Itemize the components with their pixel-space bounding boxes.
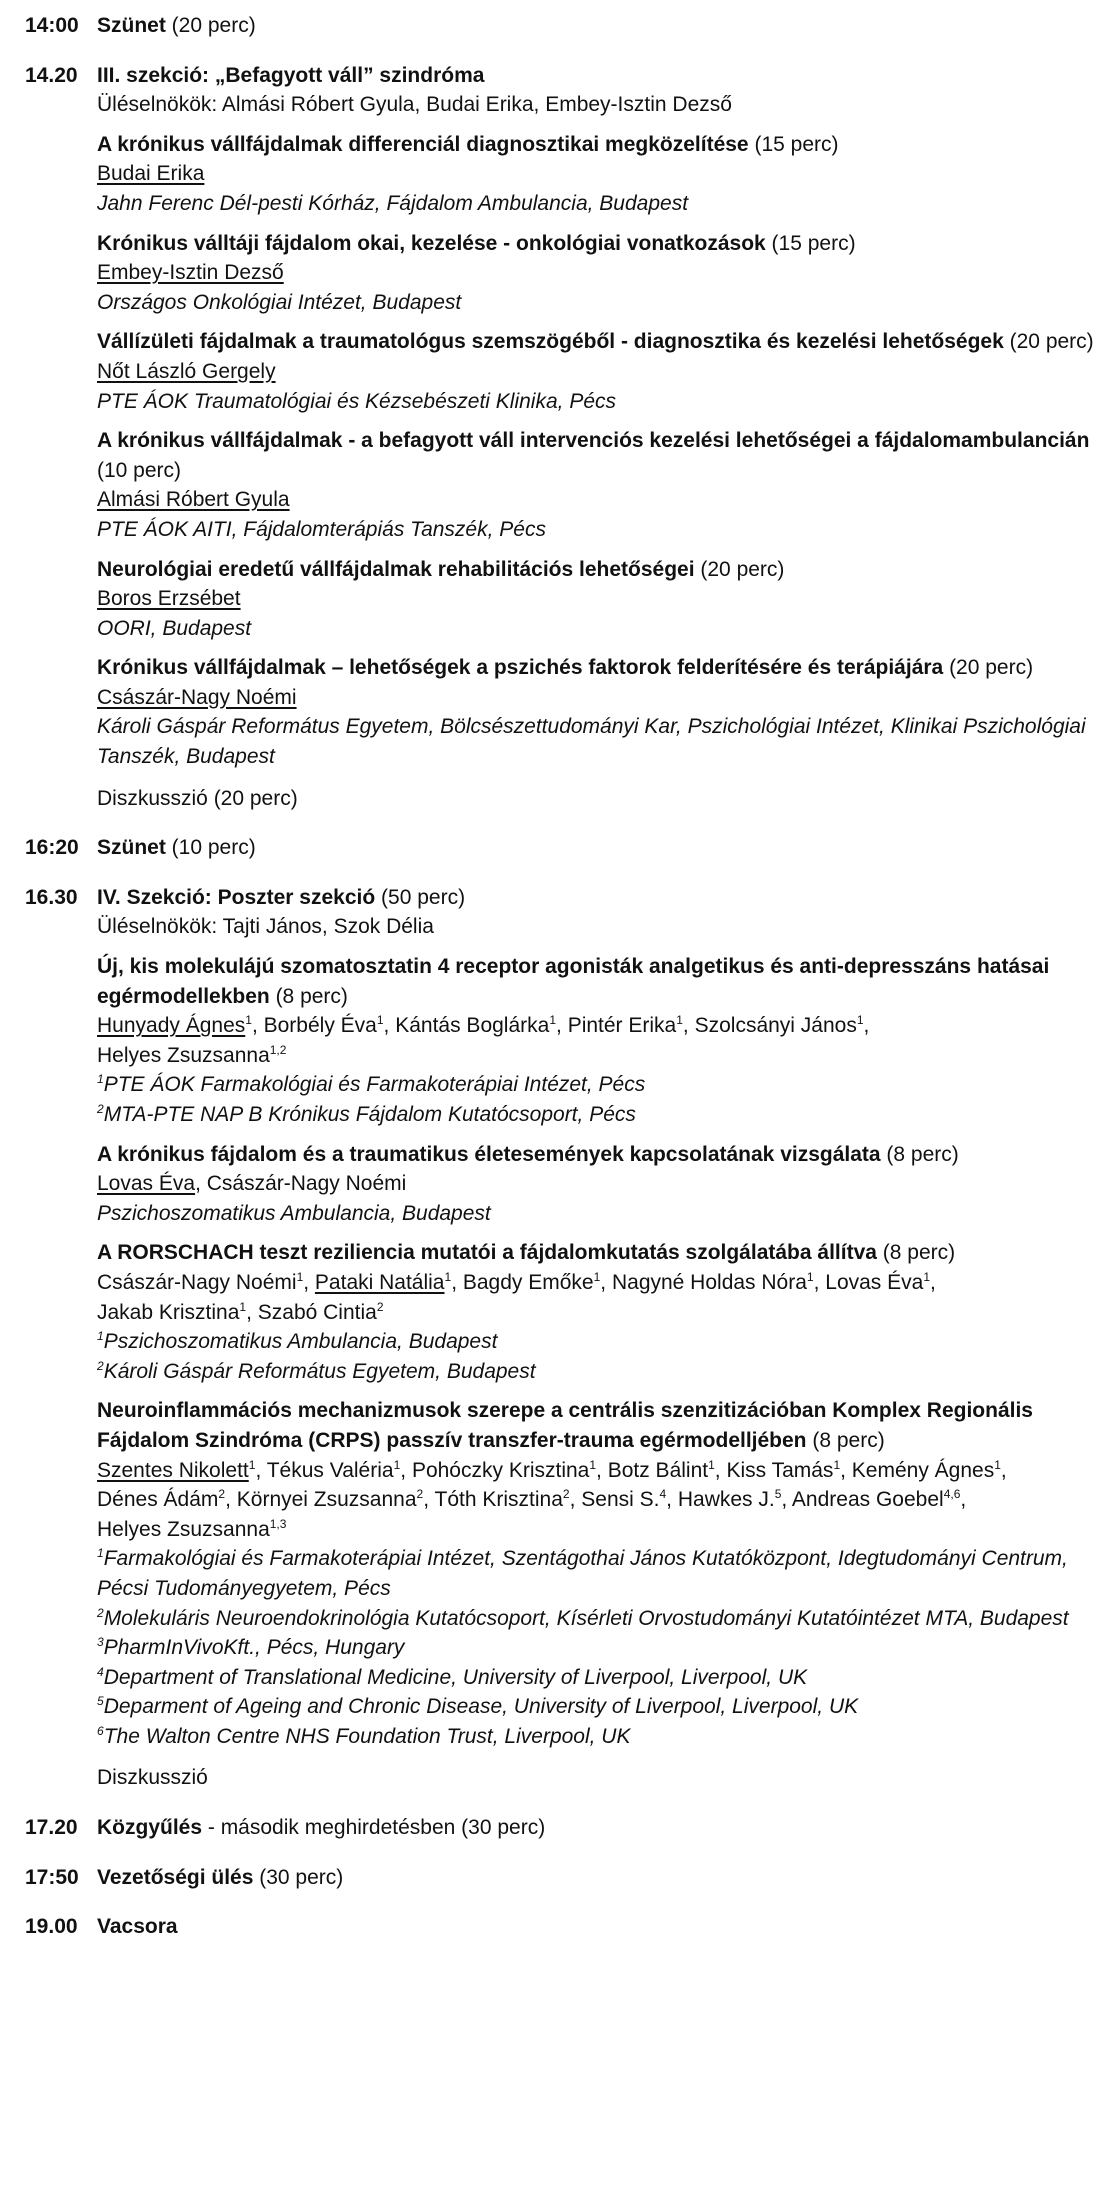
affiliation-text: Department of Translational Medicine, University of Liverpool, Liverpool, UK: [103, 1665, 808, 1689]
affiliation: [97, 1663, 1106, 1693]
affiliation: [97, 1633, 1106, 1663]
entry-body: [97, 833, 1120, 863]
author-name: Andreas Goebel: [791, 1488, 944, 1512]
affiliation-text: PTE ÁOK AITI, Fájdalomterápiás Tanszék, Pécs: [97, 517, 546, 541]
affiliation-ref: 2: [97, 1102, 104, 1116]
affiliation-text: Deparment of Ageing and Chronic Disease, University of Liverpool, Liverpool, UK: [103, 1695, 859, 1719]
entry-title: Szünet: [97, 836, 166, 860]
affiliation: [97, 712, 1106, 771]
author-name: Szolcsányi János: [694, 1014, 857, 1038]
talk-title: A krónikus fájdalom és a traumatikus életesemények kapcsolatának vizsgálata: [97, 1142, 881, 1166]
entry-time: 16.30: [25, 885, 78, 909]
affiliation: [97, 1604, 1106, 1634]
talk-item: [97, 1140, 1106, 1229]
author-affiliation-ref: 2: [218, 1487, 226, 1502]
affiliation-ref: 5: [97, 1694, 104, 1709]
talk-item: [97, 426, 1106, 544]
affiliation-text: PTE ÁOK Traumatológiai és Kézsebészeti Klinika, Pécs: [97, 389, 617, 413]
talk-duration: (15 perc): [765, 231, 856, 255]
affiliation-text: Molekuláris Neuroendokrinológia Kutatócsoport, Kísérleti Orvostudományi Kutatóintézet MTA, Budapest: [103, 1606, 1069, 1630]
entry-duration: (50 perc): [375, 885, 466, 909]
talk-title: Neuroinflammációs mechanizmusok szerepe a centrális szenzitizációban Komplex Regionális Fájdalom Szindróma (CRPS) passzív transzfer-trauma egérmodelljében: [97, 1399, 1033, 1452]
affiliation-ref: 3: [97, 1635, 104, 1650]
author-list: Hunyady Ágnes$^1$, Borbély Éva$^1$, Kántás Boglárka$^1$, Pintér Erika$^1$, Szolcsányi János$^1$, Helyes Zsuzsanna$^{1,2}$: [97, 1013, 870, 1067]
talk-duration: (8 perc): [880, 1142, 959, 1166]
talk-title-line: [97, 1238, 1106, 1268]
presenting-author: Hunyady Ágnes: [97, 1014, 246, 1038]
author-affiliation-ref: 5: [774, 1487, 782, 1502]
affiliation-ref: 2: [97, 1358, 104, 1373]
program-entry: [0, 1863, 1120, 1893]
affiliation-ref: 1: [97, 1072, 104, 1087]
entry-body: [97, 1912, 1120, 1942]
entry-time: 17.20: [25, 1816, 78, 1840]
presenting-author: Budai Erika: [97, 162, 205, 186]
author-name: Helyes Zsuzsanna: [97, 1517, 270, 1541]
author-name: Szabó Cintia: [257, 1300, 377, 1324]
author-name: Sensi S.: [581, 1488, 660, 1512]
entry-time: 14.20: [25, 63, 78, 87]
entry-title: Vacsora: [97, 1915, 178, 1939]
entry-title: Szünet: [97, 14, 166, 37]
talk-duration: (15 perc): [748, 132, 839, 156]
author-list: Császár-Nagy Noémi$^1$, Pataki Natália$^1$, Bagdy Emőke$^1$, Nagyné Holdas Nóra$^1$, Lovas Éva$^1$, Jakab Krisztina$^1$, Szabó Cintia$^2$: [97, 1269, 936, 1324]
author-affiliation-ref: 1: [593, 1269, 601, 1284]
author-name: Helyes Zsuzsanna: [97, 1043, 270, 1067]
affiliation-text: MTA-PTE NAP B Krónikus Fájdalom Kutatócsoport, Pécs: [103, 1103, 636, 1126]
entry-time: 17:50: [25, 1865, 79, 1889]
talk-duration: (8 perc): [806, 1428, 885, 1452]
affiliation: [97, 189, 1106, 219]
entry-heading: [97, 833, 1106, 863]
author-name: Botz Bálint: [607, 1458, 709, 1482]
affiliation-ref: 2: [97, 1605, 104, 1620]
entry-title: IV. Szekció: Poszter szekció: [97, 885, 376, 909]
affiliation-text: The Walton Centre NHS Foundation Trust, Liverpool, UK: [103, 1724, 631, 1748]
affiliation: [97, 1544, 1106, 1603]
author-list: [97, 357, 1106, 387]
entry-body: [97, 11, 1120, 41]
author-affiliation-ref: 2: [562, 1487, 570, 1502]
session-chairs: Üléselnökök: Almási Róbert Gyula, Budai Erika, Embey-Isztin Dezső: [97, 93, 732, 117]
author-affiliation-ref: 1: [856, 1013, 864, 1028]
entry-title: Vezetőségi ülés: [97, 1865, 254, 1889]
author-list: [97, 258, 1106, 288]
entry-duration: (30 perc): [253, 1865, 344, 1889]
author-name: Császár-Nagy Noémi: [97, 1270, 297, 1294]
author-list: [97, 683, 1106, 713]
entry-heading: [97, 11, 1106, 41]
talk-title-line: [97, 229, 1106, 259]
talk-duration: (20 perc): [694, 557, 785, 581]
program-entry: [0, 1912, 1120, 1942]
author-name: Jakab Krisztina: [97, 1300, 240, 1324]
talk-duration: (20 perc): [943, 656, 1034, 680]
entry-heading: [97, 1863, 1106, 1893]
talk-title-line: [97, 130, 1106, 160]
affiliation: [97, 1199, 1106, 1229]
affiliation-text: Országos Onkológiai Intézet, Budapest: [97, 290, 462, 314]
talk-item: [97, 1396, 1106, 1751]
entry-duration: (20 perc): [165, 14, 256, 37]
presenting-author: Embey-Isztin Dezső: [97, 261, 284, 285]
author-affiliation-ref: 1,2: [269, 1042, 287, 1057]
entry-time: 14:00: [25, 14, 79, 37]
affiliation: [97, 1070, 1106, 1100]
presenting-author: Nőt László Gergely: [97, 359, 276, 383]
author-affiliation-ref: 1: [296, 1269, 304, 1284]
talk-title: A krónikus vállfájdalmak - a befagyott váll intervenciós kezelési lehetőségei a fájdalomambulancián: [97, 429, 1090, 453]
author-name: Pohóczky Krisztina: [411, 1458, 590, 1482]
program-entry: [0, 11, 1120, 41]
talk-title-line: [97, 1396, 1106, 1455]
entry-heading: [97, 1813, 1106, 1843]
program-entry: [0, 1813, 1120, 1843]
entry-title: III. szekció: „Befagyott váll” szindróma: [97, 63, 485, 87]
entry-time: 19.00: [25, 1915, 78, 1939]
affiliation-text: Károli Gáspár Református Egyetem, Budapest: [103, 1359, 536, 1383]
author-affiliation-ref: 1: [676, 1013, 683, 1028]
author-list: [97, 159, 1106, 189]
author-affiliation-ref: 1: [833, 1457, 841, 1472]
talk-title: Vállízületi fájdalmak a traumatológus szemszögéből - diagnosztika és kezelési lehetőségek: [97, 330, 1004, 354]
affiliation-text: Jahn Ferenc Dél-pesti Kórház, Fájdalom Ambulancia, Budapest: [97, 191, 689, 215]
author-name: Tóth Krisztina: [434, 1488, 563, 1512]
affiliation: [97, 515, 1106, 545]
talk-title: Új, kis molekulájú szomatosztatin 4 receptor agonisták analgetikus és anti-depresszáns hatásai egérmodellekben: [97, 955, 1050, 1008]
program-entry: [0, 61, 1120, 814]
entry-duration: - második meghirdetésben (30 perc): [202, 1816, 546, 1840]
talk-item: [97, 653, 1106, 771]
author-name: Császár-Nagy Noémi: [206, 1172, 407, 1196]
entry-heading: [97, 883, 1106, 913]
author-affiliation-ref: 1: [444, 1269, 452, 1284]
author-affiliation-ref: 1: [245, 1013, 252, 1028]
talk-item: [97, 1238, 1106, 1386]
author-affiliation-ref: 1: [248, 1457, 256, 1472]
talk-duration: (10 perc): [97, 458, 182, 482]
affiliation: [97, 1692, 1106, 1722]
discussion: Diszkusszió (20 perc): [97, 786, 298, 810]
author-name: Hawkes J.: [677, 1488, 775, 1512]
presenting-author: Lovas Éva: [97, 1172, 196, 1196]
author-name: Pintér Erika: [567, 1014, 677, 1038]
author-affiliation-ref: 1,3: [269, 1516, 287, 1531]
author-list: Lovas Éva, Császár-Nagy Noémi: [97, 1172, 407, 1196]
author-affiliation-ref: 1: [239, 1299, 247, 1314]
entry-body: [97, 61, 1120, 814]
affiliation-text: Pszichoszomatikus Ambulancia, Budapest: [97, 1201, 491, 1225]
discussion: Diszkusszió: [97, 1766, 208, 1790]
talk-title: A krónikus vállfájdalmak differenciál diagnosztikai megközelítése: [97, 132, 749, 156]
talk-duration: (8 perc): [269, 984, 348, 1008]
presenting-author: Pataki Natália: [314, 1270, 445, 1294]
affiliation: [97, 1327, 1106, 1357]
author-name: Nagyné Holdas Nóra: [611, 1270, 807, 1294]
affiliation: [97, 288, 1106, 318]
author-affiliation-ref: 1: [708, 1457, 715, 1472]
affiliation-ref: 4: [97, 1664, 104, 1679]
author-affiliation-ref: 4: [659, 1487, 667, 1502]
talk-title-line: [97, 653, 1106, 683]
entry-body: [97, 883, 1120, 1793]
author-name: Dénes Ádám: [97, 1488, 219, 1512]
author-list: [97, 584, 1106, 614]
entry-body: [97, 1863, 1120, 1893]
affiliation-text: Pszichoszomatikus Ambulancia, Budapest: [103, 1330, 498, 1354]
presenting-author: Szentes Nikolett: [97, 1458, 249, 1482]
talk-title-line: [97, 952, 1106, 1011]
talk-item: [97, 229, 1106, 318]
author-affiliation-ref: 1: [376, 1013, 384, 1028]
talk-title: Krónikus vállfájdalmak – lehetőségek a pszichés faktorok felderítésére és terápiájára: [97, 656, 944, 680]
affiliation: [97, 1722, 1106, 1752]
entry-heading: [97, 1912, 1106, 1942]
presenting-author: Császár-Nagy Noémi: [97, 685, 297, 709]
talk-item: [97, 555, 1106, 644]
entry-duration: (10 perc): [165, 836, 256, 860]
affiliation-text: OORI, Budapest: [97, 616, 252, 640]
talk-item: [97, 327, 1106, 416]
program-entry: [0, 833, 1120, 863]
author-affiliation-ref: 2: [376, 1299, 384, 1314]
affiliation-ref: 1: [97, 1329, 104, 1344]
talk-title: A RORSCHACH teszt reziliencia mutatói a fájdalomkutatás szolgálatába állítva: [97, 1241, 877, 1265]
author-affiliation-ref: 1: [994, 1457, 1001, 1472]
talk-item: [97, 130, 1106, 219]
talk-title: Neurológiai eredetű vállfájdalmak rehabilitációs lehetőségei: [97, 557, 695, 581]
affiliation-text: PharmInVivoKft., Pécs, Hungary: [103, 1636, 405, 1660]
author-affiliation-ref: 1: [549, 1013, 557, 1028]
author-affiliation-ref: 2: [416, 1487, 424, 1502]
author-affiliation-ref: 1: [589, 1457, 597, 1472]
affiliation: [97, 1100, 1106, 1130]
author-list: Szentes Nikolett$^1$, Tékus Valéria$^1$, Pohóczky Krisztina$^1$, Botz Bálint$^1$, Kiss Tamás$^1$, Kemény Ágnes$^1$, Dénes Ádám$^2$, Környei Zsuzsanna$^2$, Tóth Krisztina$^2$, Sensi S.$^4$, Hawkes J.$^5$, Andreas Goebel$^{4,6}$, Helyes Zsuzsanna$^{1,3}$: [97, 1457, 1007, 1541]
author-name: Környei Zsuzsanna: [236, 1488, 417, 1512]
affiliation-text: PTE ÁOK Farmakológiai és Farmakoterápiai Intézet, Pécs: [103, 1073, 646, 1097]
author-name: Bagdy Emőke: [462, 1270, 594, 1294]
session-chairs: Üléselnökök: Tajti János, Szok Délia: [97, 915, 434, 939]
affiliation-text: Farmakológiai és Farmakoterápiai Intézet, Szentágothai János Kutatóközpont, Idegtudományi Centrum, Pécsi Tudományegyetem, Pécs: [97, 1547, 1068, 1600]
entry-time: 16:20: [25, 836, 79, 860]
author-name: Tékus Valéria: [266, 1458, 394, 1482]
entry-heading: [97, 61, 1106, 91]
talk-title-line: [97, 1140, 1106, 1170]
affiliation: [97, 614, 1106, 644]
author-affiliation-ref: 1: [393, 1457, 401, 1472]
talk-title-line: [97, 426, 1106, 485]
entry-title: Közgyűlés: [97, 1816, 203, 1840]
affiliation-ref: 1: [97, 1546, 104, 1561]
author-affiliation-ref: 1: [806, 1269, 814, 1284]
author-name: Kántás Boglárka: [395, 1014, 550, 1038]
author-name: Kemény Ágnes: [851, 1458, 995, 1482]
author-name: Borbély Éva: [263, 1014, 377, 1038]
author-list: [97, 485, 1106, 515]
author-affiliation-ref: 4,6: [943, 1487, 961, 1502]
author-name: Kiss Tamás: [726, 1458, 834, 1482]
talk-title-line: [97, 555, 1106, 585]
talk-item: [97, 952, 1106, 1130]
affiliation-ref: 6: [97, 1723, 104, 1738]
author-affiliation-ref: 1: [923, 1269, 931, 1284]
affiliation: [97, 1357, 1106, 1387]
talk-duration: (20 perc): [1003, 330, 1094, 354]
talk-title-line: [97, 327, 1106, 357]
affiliation-text: Károli Gáspár Református Egyetem, Bölcsészettudományi Kar, Pszichológiai Intézet, Klinikai Pszichológiai Tanszék, Budapest: [97, 715, 1086, 769]
program-entry: [0, 883, 1120, 1793]
author-name: Lovas Éva: [825, 1270, 924, 1294]
presenting-author: Almási Róbert Gyula: [97, 488, 290, 512]
talk-title: Krónikus válltáji fájdalom okai, kezelése - onkológiai vonatkozások: [97, 231, 766, 255]
entry-body: [97, 1813, 1120, 1843]
presenting-author: Boros Erzsébet: [97, 587, 241, 611]
talk-duration: (8 perc): [876, 1241, 956, 1265]
affiliation: [97, 387, 1106, 417]
